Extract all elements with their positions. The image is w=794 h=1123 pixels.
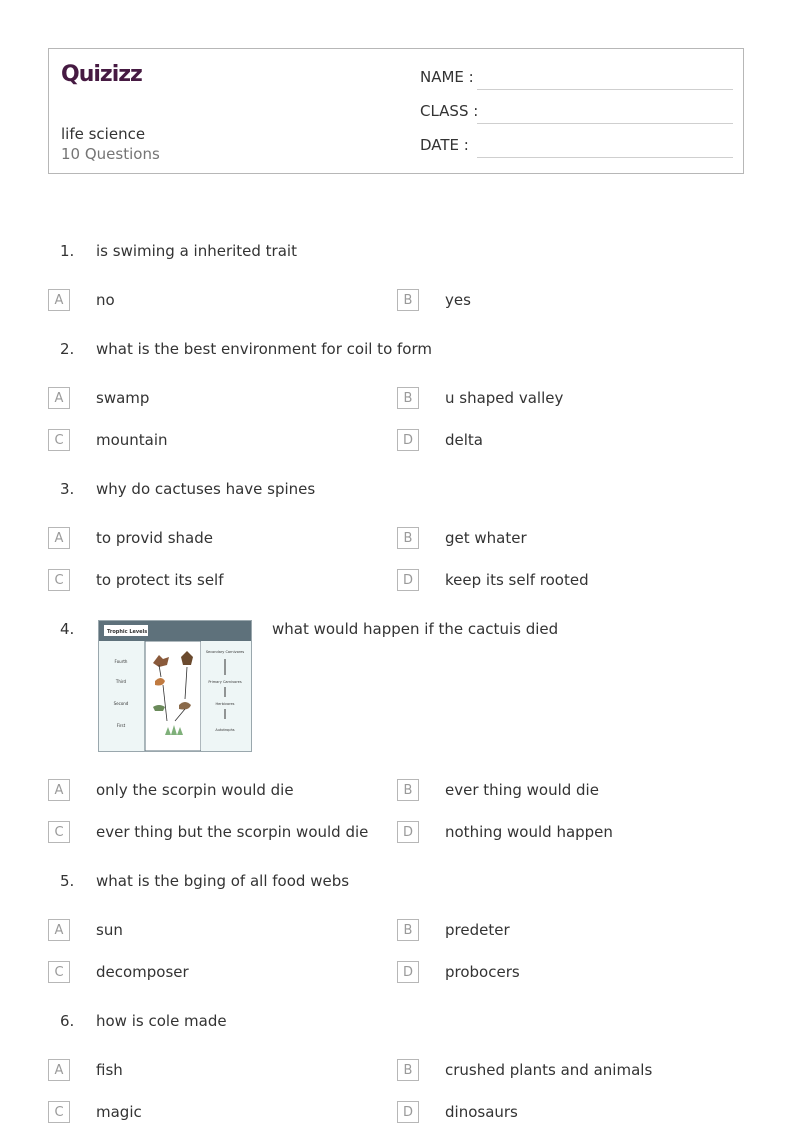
quizizz-logo <box>61 59 153 87</box>
option-text: to protect its self <box>96 571 224 589</box>
role-label: Primary Carnivores <box>208 680 242 684</box>
option-text: probocers <box>445 963 520 981</box>
option-letter-box[interactable]: A <box>48 387 70 409</box>
option-letter-box[interactable]: B <box>397 527 419 549</box>
question-number: 2. <box>60 340 75 358</box>
level-label: Third <box>115 679 127 684</box>
role-label: Autotrophs <box>215 728 235 732</box>
option-text: mountain <box>96 431 168 449</box>
question-number: 6. <box>60 1012 75 1030</box>
logo-wordmark: Quizizz <box>61 62 142 87</box>
image-left-panel <box>99 641 145 751</box>
option-letter-box[interactable]: C <box>48 961 70 983</box>
option-letter-box[interactable]: B <box>397 1059 419 1081</box>
option-text: keep its self rooted <box>445 571 589 589</box>
question-number: 5. <box>60 872 75 890</box>
image-right-panel <box>201 641 251 751</box>
question-text: what would happen if the cactuis died <box>272 620 559 638</box>
option-text: swamp <box>96 389 150 407</box>
option-text: get whater <box>445 529 527 547</box>
option-letter-box[interactable]: D <box>397 821 419 843</box>
option-letter-box[interactable]: C <box>48 821 70 843</box>
worksheet-title: life science <box>61 125 146 143</box>
option-letter-box[interactable]: B <box>397 919 419 941</box>
option-text: sun <box>96 921 123 939</box>
level-label: Second <box>113 701 129 706</box>
date-line[interactable] <box>477 157 733 158</box>
question-text: is swiming a inherited trait <box>96 242 297 260</box>
option-letter-box[interactable]: A <box>48 289 70 311</box>
option-text: only the scorpin would die <box>96 781 294 799</box>
level-label: Fourth <box>114 659 128 664</box>
option-text: no <box>96 291 115 309</box>
option-letter-box[interactable]: C <box>48 1101 70 1123</box>
option-letter-box[interactable]: D <box>397 961 419 983</box>
option-letter-box[interactable]: B <box>397 779 419 801</box>
option-text: ever thing but the scorpin would die <box>96 823 369 841</box>
option-letter-box[interactable]: A <box>48 527 70 549</box>
option-letter-box[interactable]: A <box>48 779 70 801</box>
role-label: Secondary Carnivores <box>205 650 245 654</box>
class-line[interactable] <box>477 123 733 124</box>
option-letter-box[interactable]: A <box>48 1059 70 1081</box>
trophic-levels-image <box>98 620 252 752</box>
option-text: dinosaurs <box>445 1103 518 1121</box>
question-text: what is the best environment for coil to form <box>96 340 432 358</box>
option-letter-box[interactable]: D <box>397 429 419 451</box>
question-number: 1. <box>60 242 75 260</box>
question-number: 3. <box>60 480 75 498</box>
option-text: ever thing would die <box>445 781 599 799</box>
date-label: DATE : <box>420 136 469 154</box>
option-letter-box[interactable]: C <box>48 569 70 591</box>
name-label: NAME : <box>420 68 474 86</box>
option-text: delta <box>445 431 483 449</box>
option-text: nothing would happen <box>445 823 613 841</box>
question-count: 10 Questions <box>61 145 160 163</box>
question-text: what is the bging of all food webs <box>96 872 350 890</box>
option-text: yes <box>445 291 471 309</box>
name-line[interactable] <box>477 89 733 90</box>
option-text: predeter <box>445 921 510 939</box>
option-text: decomposer <box>96 963 189 981</box>
option-text: fish <box>96 1061 123 1079</box>
option-text: crushed plants and animals <box>445 1061 653 1079</box>
option-letter-box[interactable]: D <box>397 569 419 591</box>
class-label: CLASS : <box>420 102 479 120</box>
question-text: why do cactuses have spines <box>96 480 316 498</box>
option-text: magic <box>96 1103 142 1121</box>
option-letter-box[interactable]: A <box>48 919 70 941</box>
option-letter-box[interactable]: B <box>397 289 419 311</box>
level-label: First <box>116 723 126 728</box>
question-number: 4. <box>60 620 75 638</box>
worksheet-header <box>48 48 744 174</box>
option-text: to provid shade <box>96 529 213 547</box>
role-label: Herbivores <box>215 702 235 706</box>
option-letter-box[interactable]: D <box>397 1101 419 1123</box>
image-title: Trophic Levels <box>107 629 148 635</box>
option-text: u shaped valley <box>445 389 564 407</box>
option-letter-box[interactable]: B <box>397 387 419 409</box>
question-text: how is cole made <box>96 1012 227 1030</box>
option-letter-box[interactable]: C <box>48 429 70 451</box>
